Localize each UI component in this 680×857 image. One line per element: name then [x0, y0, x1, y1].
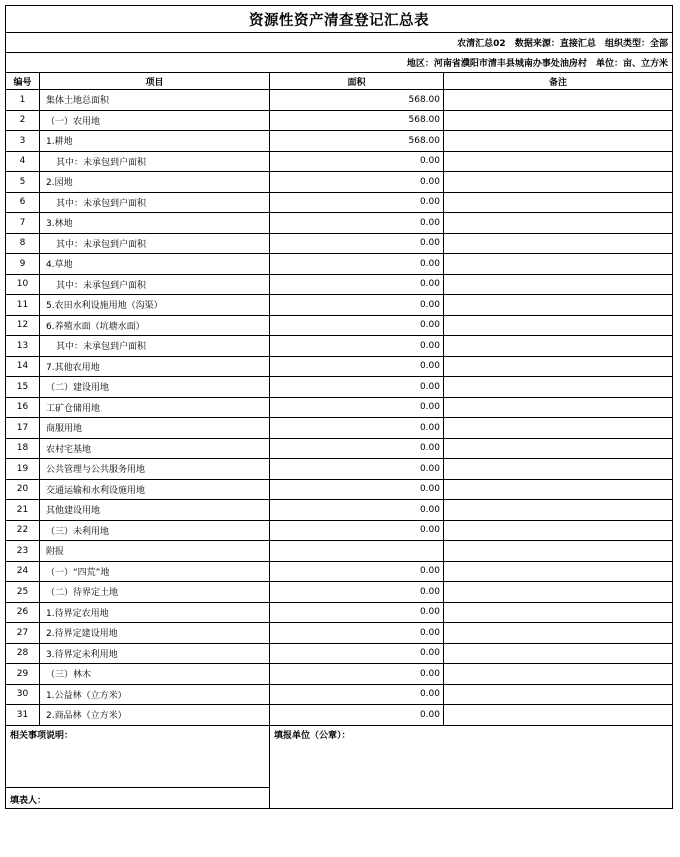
table-row — [6, 602, 673, 623]
row-note — [444, 192, 673, 213]
header-no: 编号 — [6, 73, 40, 90]
table-row — [6, 356, 673, 377]
row-area: 0.00 — [270, 192, 444, 213]
row-note — [444, 377, 673, 398]
table-row — [6, 90, 673, 111]
table-row — [6, 192, 673, 213]
row-area: 0.00 — [270, 377, 444, 398]
row-area: 0.00 — [270, 500, 444, 521]
row-number: 11 — [6, 295, 40, 316]
header-note: 备注 — [444, 73, 673, 90]
table-row — [6, 459, 673, 480]
row-item: 2.商品林（立方米） — [40, 705, 270, 726]
table-row — [6, 110, 673, 131]
row-area: 568.00 — [270, 90, 444, 111]
row-number: 3 — [6, 131, 40, 152]
row-item: （一）“四荒”地 — [40, 561, 270, 582]
row-item: 其中：未承包到户面积 — [40, 336, 270, 357]
row-number: 7 — [6, 213, 40, 234]
row-number: 20 — [6, 479, 40, 500]
table-row — [6, 561, 673, 582]
row-area: 0.00 — [270, 520, 444, 541]
row-item: 公共管理与公共服务用地 — [40, 459, 270, 480]
row-note — [444, 254, 673, 275]
row-item: （三）林木 — [40, 664, 270, 685]
report-meta-line — [6, 33, 673, 53]
row-note — [444, 643, 673, 664]
unit: 单位：亩、立方米 — [595, 59, 668, 69]
row-area: 0.00 — [270, 418, 444, 439]
row-item: 5.农田水利设施用地（沟渠） — [40, 295, 270, 316]
row-note — [444, 664, 673, 685]
row-number: 15 — [6, 377, 40, 398]
table-row — [6, 623, 673, 644]
row-area: 0.00 — [270, 582, 444, 603]
row-number: 1 — [6, 90, 40, 111]
row-note — [444, 479, 673, 500]
filler-label: 填表人： — [6, 787, 270, 808]
row-note — [444, 500, 673, 521]
report-sheet — [5, 5, 672, 809]
table-row — [6, 274, 673, 295]
row-number: 12 — [6, 315, 40, 336]
row-area: 0.00 — [270, 397, 444, 418]
row-number: 21 — [6, 500, 40, 521]
row-area: 0.00 — [270, 684, 444, 705]
row-area: 0.00 — [270, 151, 444, 172]
row-item: 交通运输和水利设施用地 — [40, 479, 270, 500]
row-number: 8 — [6, 233, 40, 254]
row-item: （二）建设用地 — [40, 377, 270, 398]
row-number: 13 — [6, 336, 40, 357]
row-area: 0.00 — [270, 643, 444, 664]
row-item: 附报 — [40, 541, 270, 562]
row-note — [444, 336, 673, 357]
row-note — [444, 233, 673, 254]
row-item: 工矿仓储用地 — [40, 397, 270, 418]
row-note — [444, 295, 673, 316]
row-area: 568.00 — [270, 110, 444, 131]
reporting-unit-label: 填报单位（公章）： — [270, 725, 673, 808]
row-area: 0.00 — [270, 664, 444, 685]
row-note — [444, 623, 673, 644]
row-note — [444, 418, 673, 439]
row-number: 26 — [6, 602, 40, 623]
row-note — [444, 110, 673, 131]
row-note — [444, 274, 673, 295]
row-area: 0.00 — [270, 213, 444, 234]
table-row — [6, 254, 673, 275]
row-note — [444, 131, 673, 152]
header-item: 项目 — [40, 73, 270, 90]
table-row — [6, 233, 673, 254]
row-item: 3.林地 — [40, 213, 270, 234]
table-row — [6, 336, 673, 357]
row-number: 25 — [6, 582, 40, 603]
table-row — [6, 500, 673, 521]
table-row — [6, 438, 673, 459]
row-number: 28 — [6, 643, 40, 664]
table-row — [6, 213, 673, 234]
table-row — [6, 377, 673, 398]
row-number: 6 — [6, 192, 40, 213]
row-number: 14 — [6, 356, 40, 377]
row-item: （二）待界定土地 — [40, 582, 270, 603]
row-area: 0.00 — [270, 336, 444, 357]
row-note — [444, 213, 673, 234]
row-item: 集体土地总面积 — [40, 90, 270, 111]
row-number: 4 — [6, 151, 40, 172]
table-row — [6, 520, 673, 541]
row-note — [444, 438, 673, 459]
row-note — [444, 561, 673, 582]
region-unit-line — [6, 53, 673, 73]
table-row — [6, 684, 673, 705]
table-row — [6, 705, 673, 726]
row-item: 6.养殖水面（坑塘水面） — [40, 315, 270, 336]
table-row — [6, 541, 673, 562]
row-number: 18 — [6, 438, 40, 459]
row-area: 0.00 — [270, 274, 444, 295]
row-note — [444, 315, 673, 336]
row-note — [444, 541, 673, 562]
table-row — [6, 295, 673, 316]
row-note — [444, 459, 673, 480]
row-number: 24 — [6, 561, 40, 582]
row-number: 9 — [6, 254, 40, 275]
row-number: 17 — [6, 418, 40, 439]
table-row — [6, 151, 673, 172]
row-area: 568.00 — [270, 131, 444, 152]
row-note — [444, 705, 673, 726]
row-area: 0.00 — [270, 315, 444, 336]
row-item: 其他建设用地 — [40, 500, 270, 521]
row-area: 0.00 — [270, 459, 444, 480]
row-number: 10 — [6, 274, 40, 295]
row-number: 23 — [6, 541, 40, 562]
row-item: 商服用地 — [40, 418, 270, 439]
row-number: 31 — [6, 705, 40, 726]
table-row — [6, 643, 673, 664]
row-note — [444, 90, 673, 111]
row-item: 1.耕地 — [40, 131, 270, 152]
table-row — [6, 664, 673, 685]
summary-table — [5, 5, 673, 809]
row-area: 0.00 — [270, 561, 444, 582]
region: 地区：河南省濮阳市清丰县城南办事处油房村 — [406, 59, 587, 69]
row-item: 其中：未承包到户面积 — [40, 192, 270, 213]
row-item: 7.其他农用地 — [40, 356, 270, 377]
row-item: 其中：未承包到户面积 — [40, 233, 270, 254]
row-number: 16 — [6, 397, 40, 418]
row-note — [444, 602, 673, 623]
row-item: 2.待界定建设用地 — [40, 623, 270, 644]
table-header-row — [6, 73, 673, 90]
row-area: 0.00 — [270, 233, 444, 254]
row-area: 0.00 — [270, 172, 444, 193]
header-area: 面积 — [270, 73, 444, 90]
row-area: 0.00 — [270, 705, 444, 726]
row-item: 4.草地 — [40, 254, 270, 275]
notes-label: 相关事项说明： — [6, 725, 270, 787]
row-note — [444, 172, 673, 193]
row-note — [444, 520, 673, 541]
table-row — [6, 172, 673, 193]
row-number: 2 — [6, 110, 40, 131]
row-note — [444, 397, 673, 418]
row-item: 2.园地 — [40, 172, 270, 193]
row-item: 1.待界定农用地 — [40, 602, 270, 623]
table-row — [6, 131, 673, 152]
table-row — [6, 315, 673, 336]
row-number: 29 — [6, 664, 40, 685]
report-title: 资源性资产清查登记汇总表 — [6, 6, 673, 33]
org-type: 组织类型：全部 — [604, 39, 668, 49]
row-area: 0.00 — [270, 438, 444, 459]
row-item: 1.公益林（立方米） — [40, 684, 270, 705]
row-item: （一）农用地 — [40, 110, 270, 131]
row-note — [444, 356, 673, 377]
row-item: 其中：未承包到户面积 — [40, 151, 270, 172]
table-row — [6, 479, 673, 500]
row-area: 0.00 — [270, 356, 444, 377]
row-note — [444, 151, 673, 172]
row-item: （三）未利用地 — [40, 520, 270, 541]
row-area: 0.00 — [270, 254, 444, 275]
table-row — [6, 418, 673, 439]
row-item: 其中：未承包到户面积 — [40, 274, 270, 295]
row-note — [444, 684, 673, 705]
row-area: 0.00 — [270, 623, 444, 644]
row-item: 3.待界定未利用地 — [40, 643, 270, 664]
row-number: 5 — [6, 172, 40, 193]
row-number: 27 — [6, 623, 40, 644]
table-row — [6, 397, 673, 418]
row-area — [270, 541, 444, 562]
row-area: 0.00 — [270, 295, 444, 316]
row-note — [444, 582, 673, 603]
table-row — [6, 582, 673, 603]
row-item: 农村宅基地 — [40, 438, 270, 459]
row-number: 19 — [6, 459, 40, 480]
row-area: 0.00 — [270, 479, 444, 500]
row-number: 22 — [6, 520, 40, 541]
row-area: 0.00 — [270, 602, 444, 623]
row-number: 30 — [6, 684, 40, 705]
report-code: 农清汇总02 — [457, 39, 506, 49]
data-source: 数据来源：直接汇总 — [514, 39, 596, 49]
